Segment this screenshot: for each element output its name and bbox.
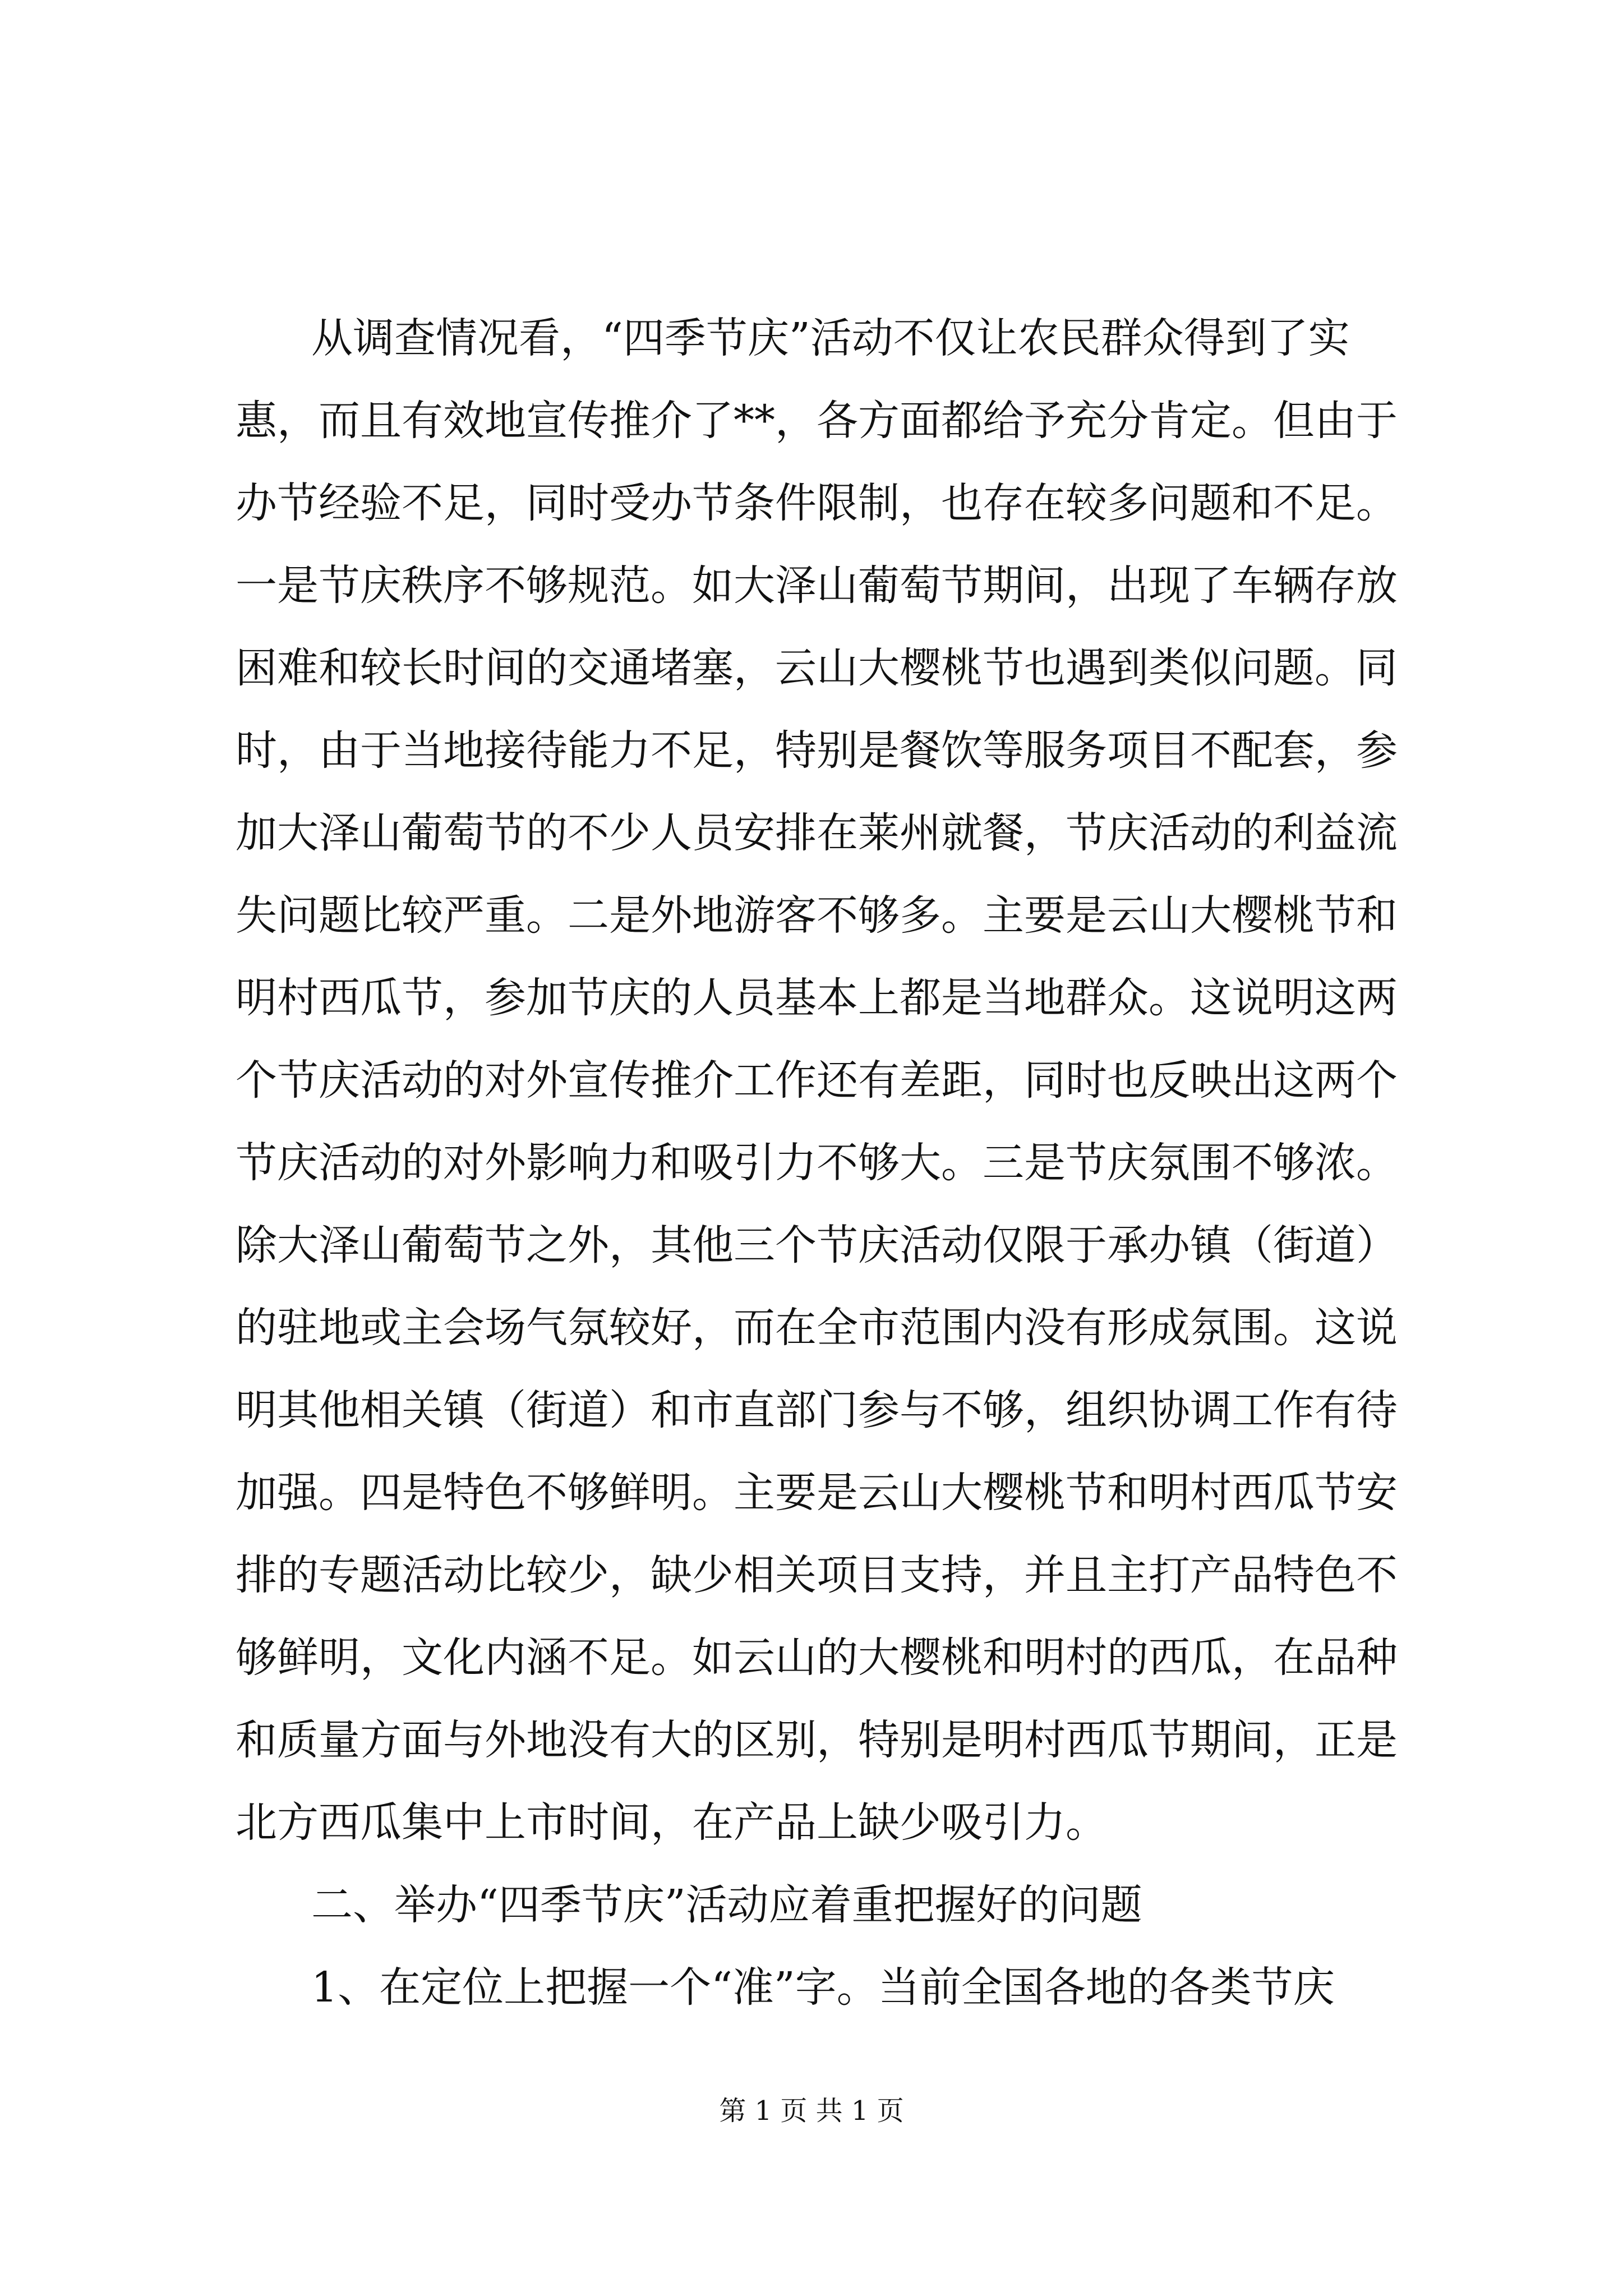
paragraph-line: 除大泽山葡萄节之外，其他三个节庆活动仅限于承办镇（街道） bbox=[236, 1221, 1398, 1269]
paragraph-line: 时，由于当地接待能力不足，特别是餐饮等服务项目不配套，参 bbox=[236, 726, 1398, 775]
paragraph-line: 一是节庆秩序不够规范。如大泽山葡萄节期间，出现了车辆存放 bbox=[236, 562, 1398, 610]
paragraph-line: 够鲜明，文化内涵不足。如云山的大樱桃和明村的西瓜，在品种 bbox=[236, 1634, 1398, 1682]
paragraph-line: 加强。四是特色不够鲜明。主要是云山大樱桃节和明村西瓜节安 bbox=[236, 1469, 1398, 1517]
paragraph-line: 困难和较长时间的交通堵塞，云山大樱桃节也遇到类似问题。同 bbox=[236, 644, 1398, 692]
paragraph-line: 明村西瓜节，参加节庆的人员基本上都是当地群众。这说明这两 bbox=[236, 974, 1398, 1022]
paragraph-line: 失问题比较严重。二是外地游客不够多。主要是云山大樱桃节和 bbox=[236, 891, 1398, 940]
section-heading: 二、举办“四季节庆”活动应着重把握好的问题 bbox=[311, 1881, 1142, 1929]
paragraph-line: 加大泽山葡萄节的不少人员安排在莱州就餐，节庆活动的利益流 bbox=[236, 809, 1398, 857]
paragraph-line: 个节庆活动的对外宣传推介工作还有差距，同时也反映出这两个 bbox=[236, 1056, 1398, 1105]
paragraph-line: 惠，而且有效地宣传推介了**，各方面都给予充分肯定。但由于 bbox=[236, 397, 1398, 445]
paragraph-line: 办节经验不足，同时受办节条件限制，也存在较多问题和不足。 bbox=[236, 479, 1398, 527]
paragraph-line: 排的专题活动比较少，缺少相关项目支持，并且主打产品特色不 bbox=[236, 1551, 1398, 1599]
paragraph-line: 明其他相关镇（街道）和市直部门参与不够，组织协调工作有待 bbox=[236, 1386, 1398, 1434]
paragraph-line: 节庆活动的对外影响力和吸引力不够大。三是节庆氛围不够浓。 bbox=[236, 1139, 1398, 1187]
paragraph-line: 1、在定位上把握一个“准”字。当前全国各地的各类节庆 bbox=[311, 1963, 1335, 2012]
paragraph-line: 的驻地或主会场气氛较好，而在全市范围内没有形成氛围。这说 bbox=[236, 1304, 1398, 1352]
page-number-footer: 第 1 页 共 1 页 bbox=[719, 2095, 904, 2127]
paragraph-line: 从调查情况看，“四季节庆”活动不仅让农民群众得到了实 bbox=[311, 314, 1350, 362]
paragraph-line: 北方西瓜集中上市时间，在产品上缺少吸引力。 bbox=[236, 1798, 1107, 1847]
paragraph-line: 和质量方面与外地没有大的区别，特别是明村西瓜节期间，正是 bbox=[236, 1716, 1398, 1764]
